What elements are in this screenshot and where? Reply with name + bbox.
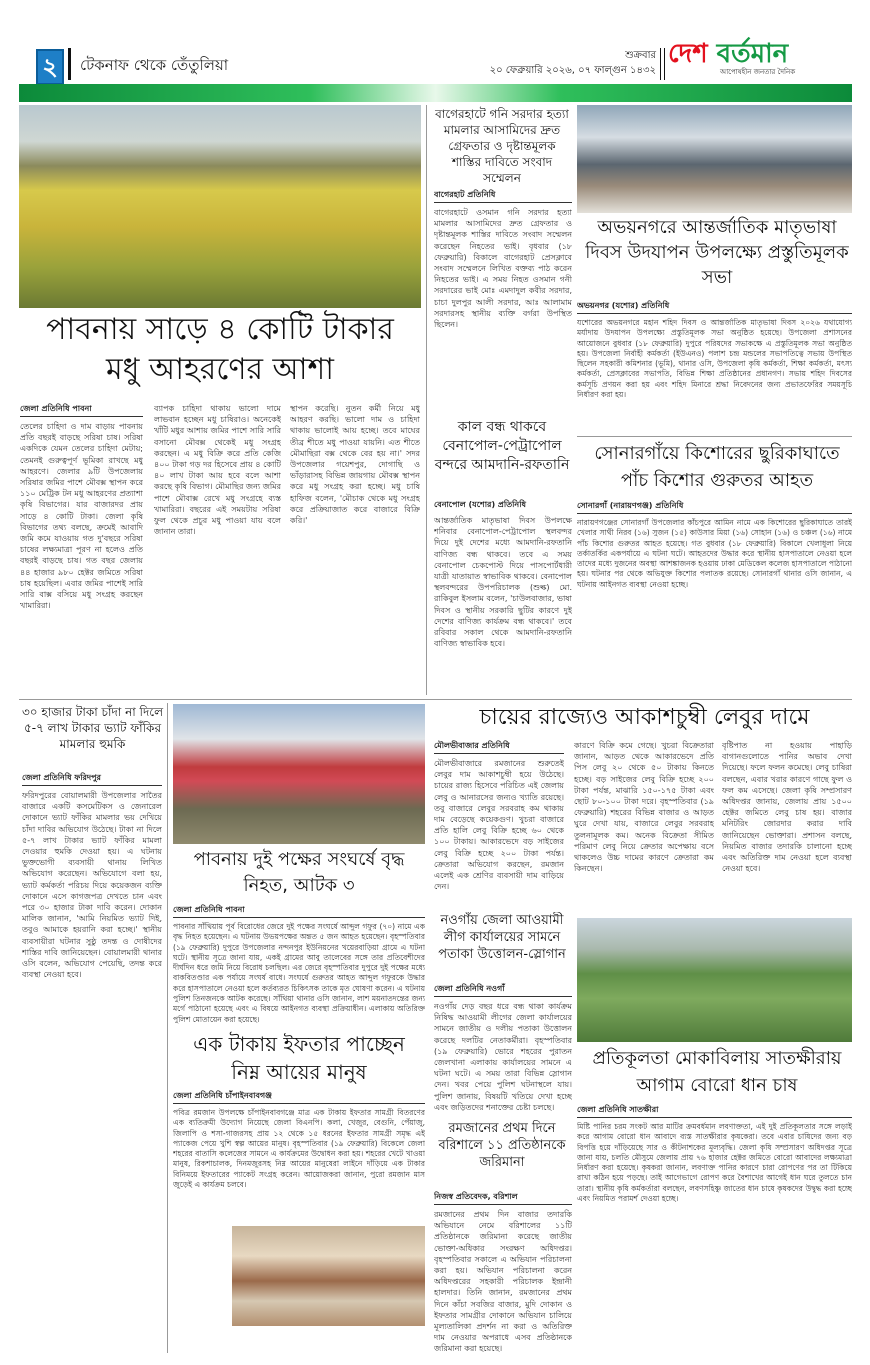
ifter-body: পবিত্র রমজান উপলক্ষে চাঁপাইনবাবগঞ্জে মাত্র এক টাকায় ইফতার সামগ্রী বিতরণের এক ব্যতিক্রমী উদ্যোগ নিয়েছে জেলা বিএনপি। কলা, খেজুর, বেগুনি, পেঁয়াজু, জিলাপি ও শসা-গাজরসহ প্রায় ১২ থেকে ১৫ ধরনের ইফতার সামগ্রী সমৃদ্ধ এই প্যাকেজ পেয়ে খুশি স্বল্প আয়ের মানুষ। বৃহস্পতিবার (১৯ ফেব্রুয়ারি) বিকেলে জেলা শহরের বাতাসি কলেজের সামনে এ কার্যক্রমের উদ্বোধন করা হয়। শহরের খেটে খাওয়া মানুষ, রিকশাচালক, দিনমজুরসহ নিম্ন আয়ের মানুষেরা লাইনে দাঁড়িয়ে এক টাকার বিনিময়ে ইফতারের প্যাকেট সংগ্রহ করেন। আয়োজকরা জানান, পুরো রমজান মাস জুড়েই এ কার্যক্রম চলবে। (173, 1108, 425, 1190)
date-line: ২০ ফেব্রুয়ারি ২০২৬, ০৭ ফাল্গুন ১৪৩২ (489, 65, 656, 76)
honey-body-col3: স্থাপন করেছি। নুতন কর্মী নিয়ে মধু আহরণ করছি। ভালো দাম ও চাহিদা থাকায় ভালোই আয় হচ্ছে। তবে মাঘের তীব্র শীতে মধু পাওয়া যায়নি। এত শীতে মৌমাছিরা বক্স থেকে বের হয় না।' সদর উপজেলার গয়েশপুর, দোগাছি ও ভাঁড়ারাসহ বিভিন্ন জায়গায় মৌবক্স স্থাপন করে মধু সংগ্রহ করা হচ্ছে। মধু চাষি হাফিজ বলেন, 'মৌচাক থেকে মধু সংগ্রহ করে প্রক্রিয়াজাত করে বাজারে বিক্রি করি।' (290, 404, 420, 526)
sonargaon-headline-line1: সোনারগাঁয়ে কিশোরের ছুরিকাঘাতে (594, 443, 840, 464)
column-divider (167, 703, 168, 1353)
ifter-headline[interactable] (170, 1030, 428, 1086)
logo-word-bortoman: বর্তমান (716, 39, 789, 69)
pabna-clash-headline[interactable] (170, 847, 428, 899)
barishal-body: রমজানের প্রথম দিন বাজার তদারকি অভিযানে নেমে বরিশালের ১১টি প্রতিষ্ঠানকে জরিমানা করেছে জাতীয় ভোক্তা-অধিকার সংরক্ষণ অধিদপ্তর। বৃহস্পতিবার সকালে এ অভিযান পরিচালনা করা হয়। অভিযান পরিচালনা করেন অধিদপ্তরের সহকারী পরিচালক ইন্দ্রানী হালদার। তিনি জানান, রমজানের প্রথম দিনে কাঁচা সবজির বাজার, মুদি দোকান ও ইফতার সামগ্রীর দোকানে অভিযান চালিয়ে মূল্যতালিকা প্রদর্শন না করা ও অতিরিক্ত দাম নেওয়ার অপরাধে এসব প্রতিষ্ঠানকে জরিমানা করা হয়েছে। (434, 1210, 572, 1354)
mustard-field-photo (19, 105, 421, 308)
bagerhat-headline[interactable]: বাগেরহাটে গনি সরদার হত্যা মামলার আসামিদের দ্রুত গ্রেফতার ও দৃষ্টান্তমূলক শাস্তির দাবিতে সংবাদ সম্মেলন (435, 107, 569, 185)
pabna-clash-headline-line1: পাবনায় দুই পক্ষের সংঘর্ষে বৃদ্ধ (193, 849, 405, 870)
pabna-clash-byline: জেলা প্রতিনিধি পাবনা (173, 904, 425, 918)
rice-field-photo (577, 918, 852, 1042)
naogaon-byline: জেলা প্রতিনিধি নওগাঁ (434, 983, 572, 997)
honey-headline[interactable] (19, 310, 421, 394)
honey-headline-line1: পাবনায় সাড়ে ৪ কোটি টাকার (46, 312, 394, 347)
sonargaon-headline[interactable] (577, 440, 857, 494)
honey-headline-line2: মধু আহরণের আশা (106, 352, 334, 387)
abhaynagar-body: যশোরের অভয়নগরে মহান শহিদ দিবস ও আন্তর্জাতিক মাতৃভাষা দিবস ২০২৬ যথাযোগ্য মর্যাদায় উদযাপন উপলক্ষ্যে প্রস্তুতিমূলক সভা অনুষ্ঠিত হয়েছে। উপজেলা প্রশাসনের আয়োজনে বুধবার (১৮ ফেব্রুয়ারি) দুপুরে পরিষদের সভাকক্ষে এ প্রস্তুতিমূলক সভা অনুষ্ঠিত হয়। উপজেলা নির্বাহী কর্মকর্তা (ইউএনও) পলাশ চন্দ্র মন্ডলের সভাপতিত্বে সভায় উপস্থিত ছিলেন সহকারী কমিশনার (ভূমি), থানার ওসি, উপজেলা কৃষি কর্মকর্তা, শিক্ষা কর্মকর্তা, মৎস্য কর্মকর্তা, প্রেসক্লাবের সভাপতি, বিভিন্ন শিক্ষা প্রতিষ্ঠানের প্রধানগণ। সভায় শহিদ দিবসের কর্মসূচি প্রণয়ন করা হয় এবং শহিদ মিনারে শ্রদ্ধা নিবেদনের জন্য প্রভাতফেরির সময়সূচি নির্ধারণ করা হয়। (577, 318, 852, 400)
benapole-headline[interactable]: কাল বন্ধ থাকবে বেনাপোল-পেট্রাপোল বন্দরে আমদানি-রফতানি (434, 419, 570, 473)
ifter-distribution-photo (232, 1226, 425, 1326)
honey-body-col1: তেলের চাহিদা ও দাম বাড়ায় পাবনায় প্রতি বছরই বাড়ছে সরিষা চাষ। সরিষা একদিকে যেমন তেলের চাহিদা মেটায়; তেমনই গুরুত্বপূর্ণ ভূমিকা রাখছে মধু আহরণে। জেলার ৯টি উপজেলায় সরিষার জমির পাশে মৌবক্স স্থাপন করে ১১০ মেট্রিক টন মধু আহরণের প্রত্যাশা কৃষি বিভাগের। যার বাজারদর প্রায় সাড়ে ৪ কোটি টাকা। জেলা কৃষি বিভাগের তথ্য বলছে, ক্রমেই আবাদি জমি কমে যাওয়ায় গত দু'বছরে সরিষা চাষের লক্ষ্যমাত্রা পূরণ না হলেও প্রতি বছরই বাড়ছে চাষ। গত বছর জেলায় ৪৪ হাজার ৯৮০ হেক্টর জমিতে সরিষা চাষ হয়েছিল। এবার জমির পাশেই সারি সারি বাক্স বসিয়ে মধু সংগ্রহ করছেন খামারিরা। (20, 422, 143, 611)
bagerhat-byline: বাগেরহাট প্রতিনিধি (434, 189, 572, 203)
lemon-body-col2: কারণে বিক্রি কমে গেছে। খুচরা বিক্রেতারা জানান, আড়ত থেকে আকারভেদে প্রতি পিস লেবু ২০ থেকে ৫০ টাকায় কিনতে হচ্ছে। বড় সাইজের লেবু বিক্রি হচ্ছে ২০০ টাকা পর্যন্ত, মাঝারি ১৫০-১৭৫ টাকা এবং ছোট ৮০-১০০ টাকা দরে। বৃহস্পতিবার (১৯ ফেব্রুয়ারি) শহরের বিভিন্ন বাজার ও আড়ত ঘুরে দেখা যায়, বাজারে লেবুর সরবরাহ তুলনামূলক কম। অনেক বিক্রেতা সীমিত পরিমাণ লেবু নিয়ে ক্রেতার অপেক্ষায় বসে থাকলেও উচ্চ দামের কারণে ক্রেতারা কম কিনছেন। (574, 741, 714, 874)
satkhira-headline-line2: আগাম বোরো ধান চাষ (636, 1075, 798, 1096)
abhaynagar-headline[interactable]: অভয়নগরে আন্তর্জাতিক মাতৃভাষা দিবস উদযাপন উপলক্ষ্যে প্রস্তুতিমূলক সভা (585, 217, 849, 288)
satkhira-byline: জেলা প্রতিনিধি সাতক্ষীরা (577, 1104, 852, 1118)
issue-date (490, 48, 656, 78)
bagerhat-body: বাগেরহাটে ওসমান গনি সরদার হত্যা মামলার আসামিদের দ্রুত গ্রেফতার ও দৃষ্টান্তমূলক শাস্তির দাবিতে সংবাদ সম্মেলন করেছেন নিহতের ভাই। বৃধবার (১৮ ফেব্রুয়ারি) বিকালে বাগেরহাট প্রেসক্লাবে সংবাদ সম্মেলনে লিখিত বক্তব্য পাঠ করেন নিহতের ভাই। এ সময় নিহত ওসমান গনী সরদারের ভাই মোঃ এমদাদুল কবীর সরদার, চাচা দুলপুর আলী সরদার, আঃ আলামাম সরদারসহ স্থানীয় ব্যক্তি বর্গরা উপস্থিত ছিলেন। (434, 208, 572, 330)
abhaynagar-byline: অভয়নগর (যশোর) প্রতিনিধি (577, 300, 852, 314)
header-divider (68, 48, 71, 80)
faridpur-byline: জেলা প্রতিনিধি ফরিদপুর (22, 772, 162, 786)
barishal-byline: নিজস্ব প্রতিবেদক, বরিশাল (434, 1191, 572, 1205)
ifter-headline-line2: নিম্ন আয়ের মানুষ (231, 1060, 367, 1084)
column-divider (426, 105, 427, 695)
page-number-badge: ২ (36, 49, 64, 85)
naogaon-headline[interactable]: নওগাঁয় জেলা আওয়ামী লীগ কার্যালয়ের সামনে পতাকা উত্তোলন-স্লোগান (438, 913, 566, 962)
satkhira-body: মিষ্টি পানির চরম সংকট আর মাটির ক্রমবর্ধমান লবণাক্ততা, এই দুই প্রতিকূলতার সঙ্গে লড়াই করে আগাম বোরো ধান আবাদে ব্যস্ত সাতক্ষীরার কৃষকেরা। তবে এবার চাষিদের জন্য বড় বিপত্তি হয়ে দাঁড়িয়েছে সার ও কীটনাশকের মূল্যবৃদ্ধি। জেলা কৃষি সম্প্রসারণ অধিদপ্তর সূত্রে জানা যায়, চলতি মৌসুমে জেলায় প্রায় ৭৬ হাজার হেক্টর জমিতে বোরো আবাদের লক্ষ্যমাত্রা নির্ধারণ করা হয়েছে। কৃষকরা জানান, লবণাক্ত পানির কারণে চারা রোপণের পর তা টিকিয়ে রাখা কঠিন হয়ে পড়ছে। তাই আগেভাগে রোপণ করে বৈশাখের আগেই ধান ঘরে তুলতে চান তারা। স্থানীয় কৃষি কর্মকর্তারা বলছেন, লবণসহিষ্ণু জাতের ধান চাষে কৃষকদের উদ্বুদ্ধ করা হচ্ছে এবং নিয়মিত পরামর্শ দেওয়া হচ্ছে। (577, 1122, 852, 1204)
logo-tagline: আপোষহীন জনতার দৈনিক (720, 68, 796, 76)
section-divider (577, 436, 852, 437)
meeting-photo (577, 105, 852, 213)
section-divider (19, 699, 852, 700)
weekday: শুক্রবার (625, 50, 656, 61)
ifter-headline-line1: এক টাকায় ইফতার পাচ্ছেন (193, 1032, 405, 1056)
satkhira-headline-line1: প্রতিকূলতা মোকাবিলায় সাতক্ষীরায় (592, 1048, 842, 1069)
honey-body-col2: ব্যাপক চাহিদা থাকায় ভালো দামে লাভবান হচ্ছেন মধু চাষিরাও। অনেকেই খাঁটি মধুর আশায় জমির পাশে সারি সারি বসানো মৌবক্স থেকেই মধু সংগ্রহ করছেন। এ মধু বিক্রি করে প্রতি কেজি ৪০০ টাকা গড় দর হিসেবে প্রায় ৪ কোটি ৪০ লাখ টাকা আয় হবে বলে আশা করছে কৃষি বিভাগ। মৌমাছির জন্য জমির পাশে মৌবাক্স রেখে মধু সংগ্রহে ব্যস্ত খামারিরা। বছরের এই সময়টায় সরিষা ফুল থেকে প্রচুর মধু পাওয়া যায় বলে জানান তারা। (154, 404, 281, 537)
logo-word-desh: দেশ (668, 39, 708, 69)
lemon-body-col3: বৃষ্টিপাত না হওয়ায় পাহাড়ি বাগানগুলোতে পানির অভাব দেখা দিয়েছে। ফলে ফলন কমেছে। লেবু চাষিরা বলছেন, এবার খরার কারণে গাছে ফুল ও ফল কম এসেছে। জেলা কৃষি সম্প্রসারণ অধিদপ্তর জানায়, জেলায় প্রায় ১৫০০ হেক্টর জমিতে লেবু চাষ হয়। বাজার মনিটরিং জোরদার করার দাবি জানিয়েছেন ভোক্তারা। প্রশাসন বলছে, নিয়মিত বাজার তদারকি চালানো হচ্ছে এবং অতিরিক্ত দাম নেওয়া হলে ব্যবস্থা নেওয়া হবে। (722, 741, 852, 874)
faridpur-headline[interactable]: ৩০ হাজার টাকা চাঁদা না দিলে ৫-৭ লাখ টাকার ভ্যাট ফাঁকির মামলার হুমকি (21, 705, 164, 751)
pabna-clash-headline-line2: নিহত, আটক ৩ (243, 875, 355, 896)
naogaon-body: নওগাঁয় দেড় বছর ধরে বন্ধ থাকা কার্যক্রম নিষিদ্ধ আওয়ামী লীগের জেলা কার্যালয়ের সামনে জাতীয় ও দলীয় পতাকা উত্তোলন করেছে দলটির নেতাকর্মীরা। বৃহস্পতিবার (১৯ ফেব্রুয়ারি) ভোরে শহরের পুরাতন জেলখানা এলাকায় কার্যালয়ের সামনে এ ঘটনা ঘটে। এ সময় তারা বিভিন্ন স্লোগান দেন। খবর পেয়ে পুলিশ ঘটনাস্থলে যায়। পুলিশ জানায়, বিষয়টি খতিয়ে দেখা হচ্ছে এবং জড়িতদের শনাক্তের চেষ্টা চলছে। (434, 1002, 572, 1112)
benapole-body: আন্তর্জাতিক মাতৃভাষা দিবস উপলক্ষে শনিবার বেনাপোল-পেট্রাপোল স্থলবন্দর দিয়ে দুই দেশের মধ্যে আমদানি-রফতানি বাণিজ্য বন্ধ থাকবে। তবে এ সময় বেনাপোল চেকপোস্ট দিয়ে পাসপোর্টধারী যাত্রী যাতায়াত স্বাভাবিক থাকবে। বেনাপোল স্থলবন্দরের উপপরিচালক (শুল্ক) মো. রাকিবুল ইসলাম বলেন, 'চাউলবাজার, ভাষা দিবস ও স্থানীয় সরকারি ছুটির কারণে দুই দেশের বাণিজ্য কার্যক্রম বন্ধ থাকবে।' তবে রবিবার সকাল থেকে আমদানি-রফতানি বাণিজ্য স্বাভাবিক হবে। (434, 516, 572, 649)
satkhira-headline[interactable] (577, 1045, 857, 1099)
newspaper-logo[interactable] (668, 40, 858, 82)
header-green-band (19, 84, 852, 102)
lemon-headline[interactable]: চায়ের রাজ্যেও আকাশচুম্বী লেবুর দামে (479, 705, 810, 730)
sonargaon-byline: সোনারগাঁ (নারায়ণগঞ্জ) প্রতিনিধি (577, 500, 852, 514)
benapole-byline: বেনাপোল (যশোর) প্রতিনিধি (434, 500, 526, 509)
ifter-byline: জেলা প্রতিনিধি চাঁপাইনবাবগঞ্জ (173, 1090, 425, 1104)
sonargaon-headline-line2: পাঁচ কিশোর গুরুতর আহত (620, 470, 814, 491)
pabna-clash-body: পাবনার সাঁথিয়ায় পূর্ব বিরোধের জেরে দুই পক্ষের সংঘর্ষে আব্দুল গফুর (৭০) নামে এক বৃদ্ধ নিহত হয়েছেন। এ ঘটনায় উভয়পক্ষের অন্তত ৫ জন আহত হয়েছেন। বৃহস্পতিবার (১৯ ফেব্রুয়ারি) দুপুরে উপজেলার নন্দনপুর ইউনিয়নের খয়েরবাড়িয়া গ্রামে এ ঘটনা ঘটে। স্থানীয় সূত্রে জানা যায়, একই গ্রামের আবু তালেবের সঙ্গে তার প্রতিবেশীদের দীর্ঘদিন ধরে জমি নিয়ে বিরোধ চলছিল। এর জেরে বৃহস্পতিবার দুপুরে দুই পক্ষের মধ্যে বাকবিতণ্ডার এক পর্যায়ে সংঘর্ষ বাধে। সংঘর্ষে গুরুতর আহত আব্দুল গফুরকে উদ্ধার করে হাসপাতালে নেওয়া হলে কর্তব্যরত চিকিৎসক তাকে মৃত ঘোষণা করেন। এ ঘটনায় পুলিশ তিনজনকে আটক করেছে। সাঁথিয়া থানার ওসি জানান, লাশ ময়নাতদন্তের জন্য মর্গে পাঠানো হয়েছে এবং এ বিষয়ে আইনগত ব্যবস্থা প্রক্রিয়াধীন। এলাকায় অতিরিক্ত পুলিশ মোতায়েন করা হয়েছে। (173, 922, 425, 1024)
honey-byline: জেলা প্রতিনিধি পাবনা (20, 403, 143, 417)
header-divider-double (660, 48, 665, 80)
faridpur-body: ফরিদপুরের বোয়ালমারী উপজেলার সাতৈর বাজারে একটি কসমেটিকস ও জেনারেল দোকানে ভ্যাট ফাঁকির মামলার ভয় দেখিয়ে চাঁদা দাবির অভিযোগ উঠেছে। টাকা না দিলে ৫-৭ লাখ টাকার ভ্যাট ফাঁকির মামলা দেওয়ার হুমকি দেওয়া হয়। এ ঘটনায় ভুক্তভোগী ব্যবসায়ী থানায় লিখিত অভিযোগ করেছেন। অভিযোগে বলা হয়, ভ্যাট কর্মকর্তা পরিচয় দিয়ে কয়েকজন ব্যক্তি দোকানে এসে কাগজপত্র দেখতে চান এবং পরে ৩০ হাজার টাকা দাবি করেন। দোকান মালিক জানান, 'আমি নিয়মিত ভ্যাট দিই, তবুও আমাকে হয়রানি করা হচ্ছে।' স্থানীয় ব্যবসায়ীরা ঘটনার সুষ্ঠু তদন্ত ও দোষীদের শাস্তির দাবি জানিয়েছেন। বোয়ালমারী থানার ওসি বলেন, অভিযোগ পেয়েছি, তদন্ত করে ব্যবস্থা নেওয়া হবে। (22, 791, 162, 980)
barishal-headline[interactable]: রমজানের প্রথম দিনে বরিশালে ১১ প্রতিষ্ঠানকে জরিমানা (438, 1121, 566, 1170)
lemon-body-col1: মৌলভীবাজারে রমজানের শুরুতেই লেবুর দাম আকাশচুম্বী হয়ে উঠেছে। চায়ের রাজ্য হিসেবে পরিচিত এই জেলায় লেবু ও আনারসের জন্যও খ্যাতি রয়েছে। তবু বাজারে লেবুর সরবরাহ কম থাকায় দাম বেড়েছে কয়েকগুণ। খুচরা বাজারে প্রতি হালি লেবু বিক্রি হচ্ছে ৬০ থেকে ১০০ টাকায়। আকারভেদে বড় সাইজের লেবু বিক্রি হচ্ছে ২০০ টাকা পর্যন্ত। ক্রেতারা অভিযোগ করছেন, রমজান এলেই এক শ্রেণির ব্যবসায়ী দাম বাড়িয়ে দেন। (434, 759, 564, 892)
section-title: টেকনাফ থেকে তেঁতুলিয়া (80, 56, 229, 74)
lemon-byline: মৌলভীবাজার প্রতিনিধি (434, 740, 564, 754)
sonargaon-body: নারায়ণগঞ্জের সোনারগাঁ উপজেলার কাঁচপুরে আমিন নামে এক কিশোরের ছুরিকাঘাতে তারই খেলার সাথী নিরব (১৬) সুজন (১৫) কাউসার মিয়া (১৬) সোহান (১৬) ও চঞ্চল (১৬) নামে পাঁচ কিশোর গুরুতর আহত হয়েছে। গত বুধবার (১৮ ফেব্রুয়ারি) বিকালে খেলাধুলা নিয়ে তর্কাতর্কির একপর্যায়ে এ ঘটনা ঘটে। আহতদের উদ্ধার করে স্থানীয় হাসপাতালে নেওয়া হলে তাদের মধ্যে দুজনের অবস্থা আশঙ্কাজনক হওয়ায় ঢাকা মেডিকেল কলেজ হাসপাতালে পাঠানো হয়। ঘটনার পর থেকে অভিযুক্ত কিশোর পলাতক রয়েছে। সোনারগাঁ থানার ওসি জানান, এ ঘটনায় আইনগত ব্যবস্থা নেওয়া হচ্ছে। (577, 518, 852, 589)
clash-scene-photo (173, 704, 425, 844)
